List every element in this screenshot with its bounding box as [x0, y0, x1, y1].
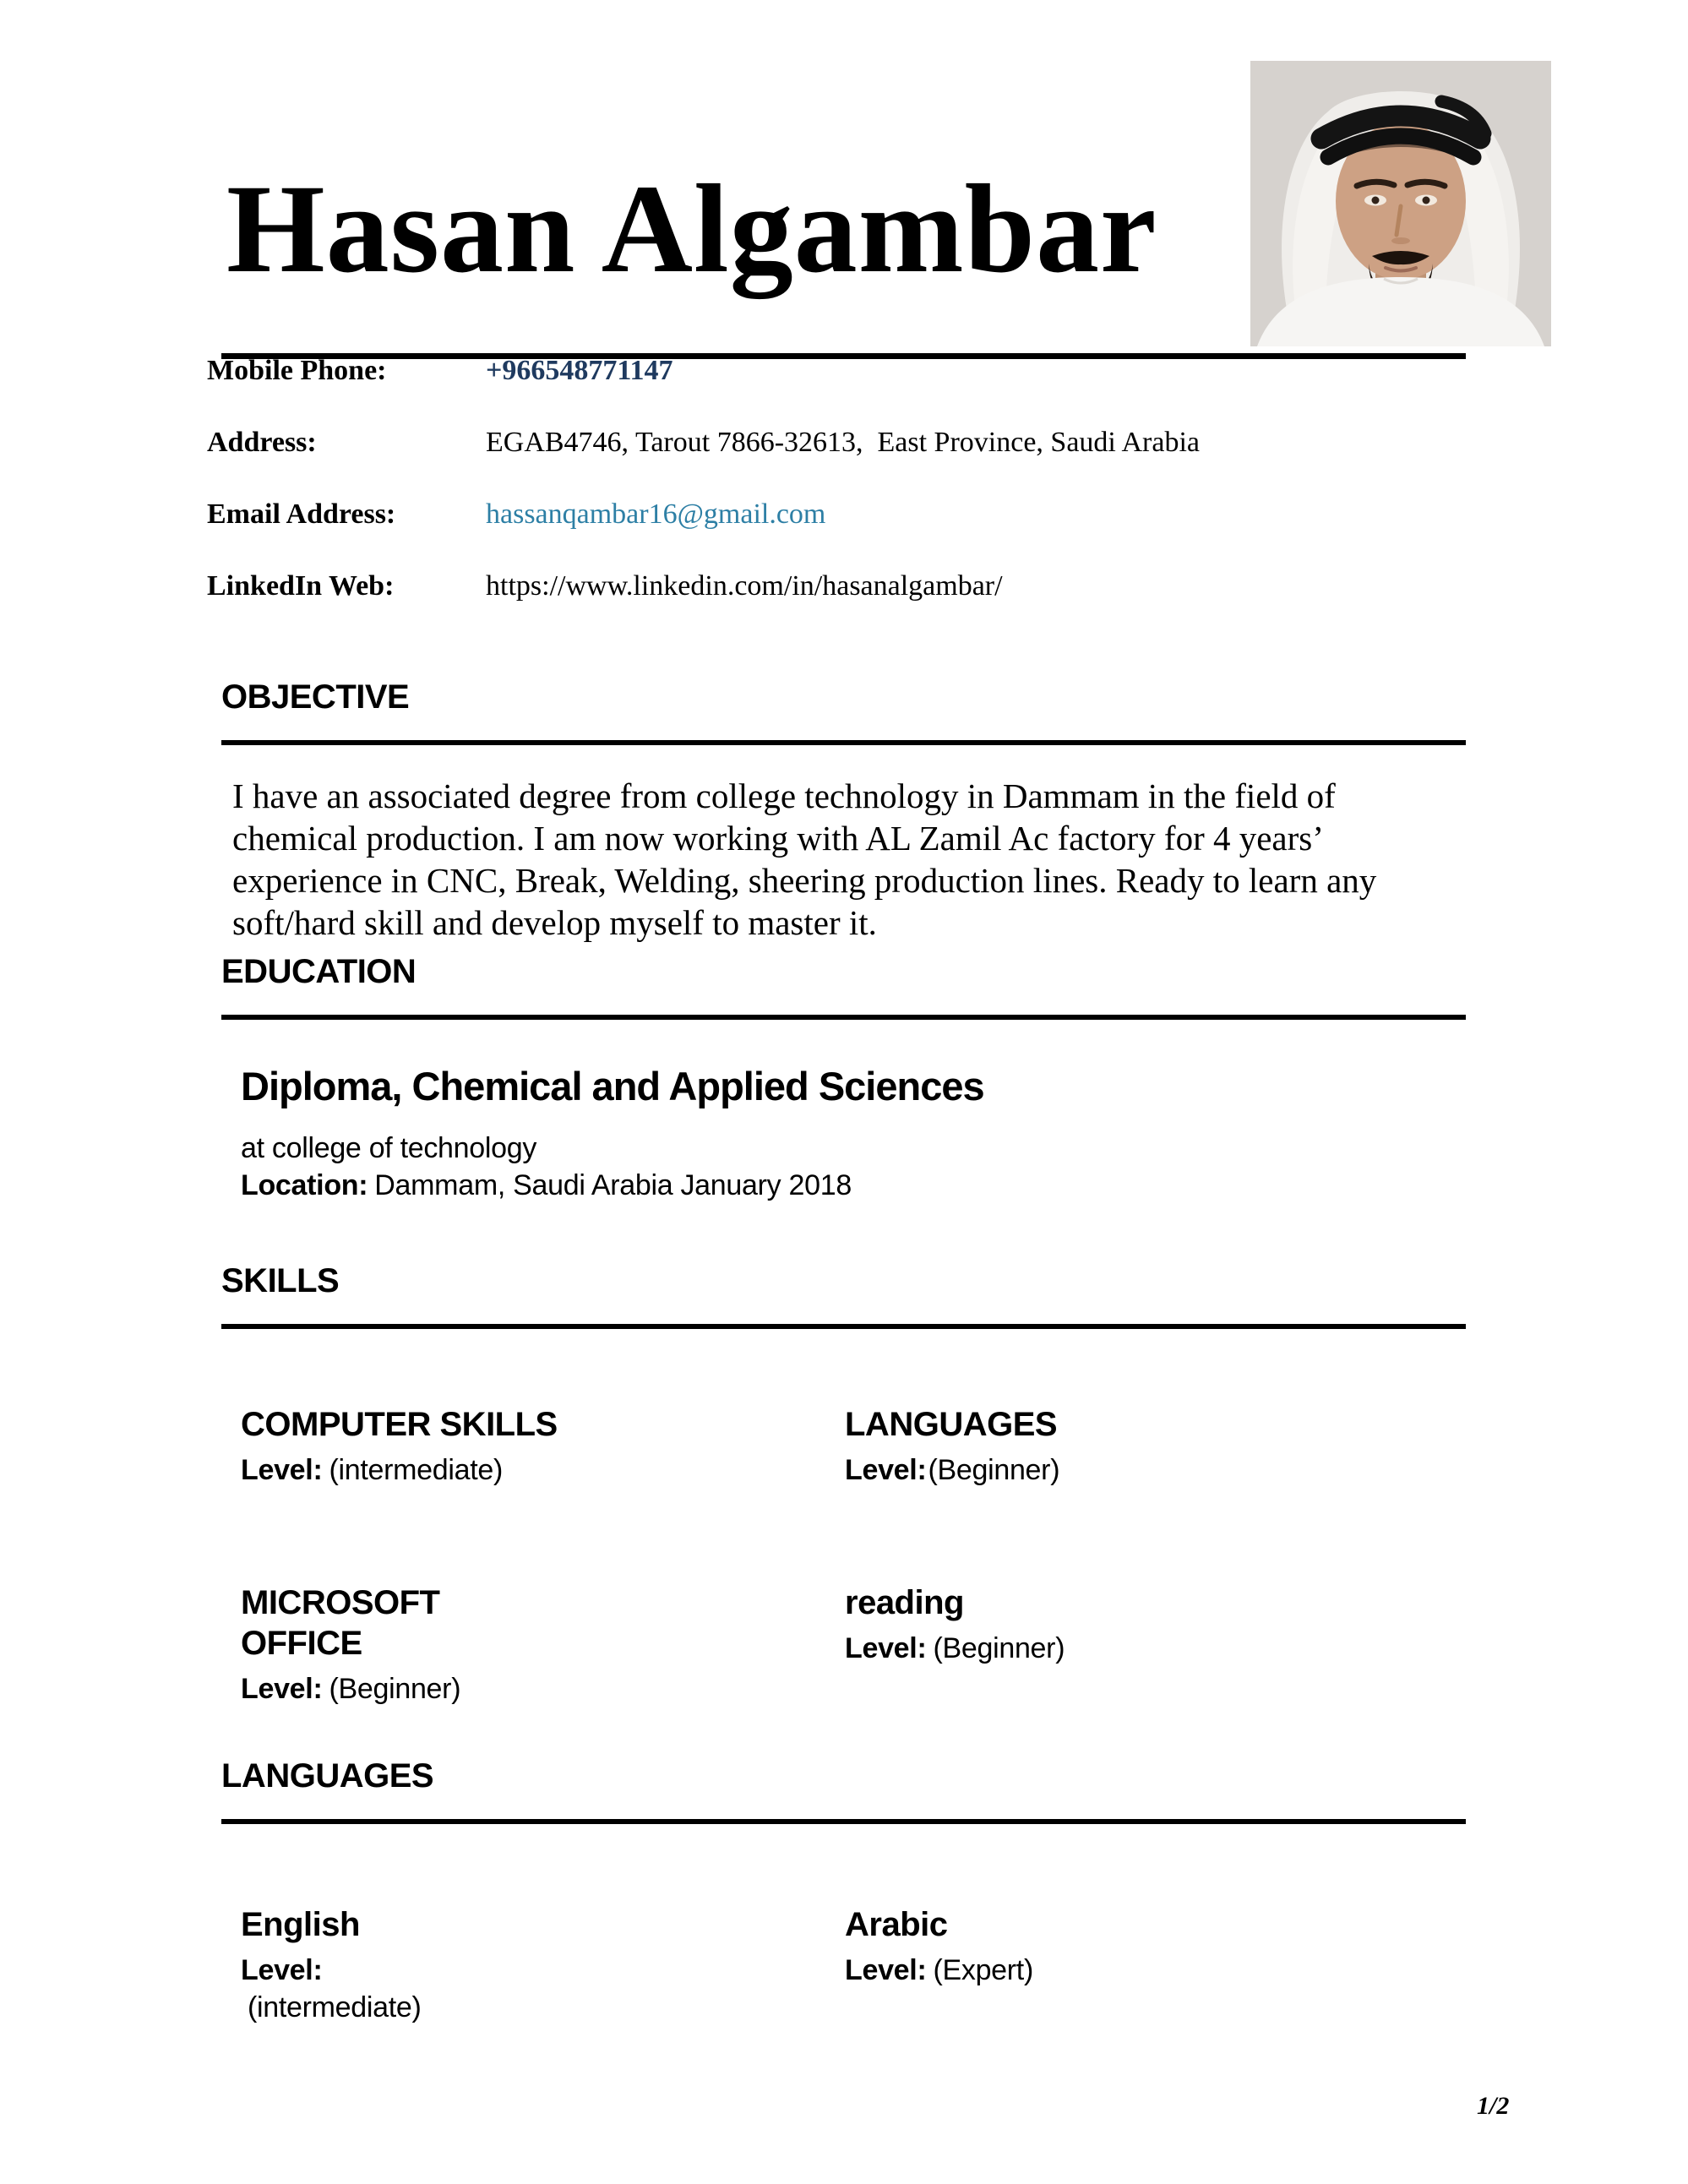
- education-divider: [221, 1015, 1466, 1020]
- language-level-value: (Expert): [933, 1954, 1033, 1986]
- portrait-photo: [1250, 61, 1551, 346]
- contact-label: Address:: [207, 427, 317, 458]
- objective-divider: [221, 740, 1466, 745]
- skill-level-label: Level:: [845, 1454, 927, 1486]
- skill-level-value: (intermediate): [329, 1454, 504, 1486]
- skill-title: LANGUAGES: [845, 1406, 1058, 1443]
- education-details: [241, 1130, 852, 1204]
- degree-title: Diploma, Chemical and Applied Sciences: [241, 1064, 984, 1108]
- skill-level: [241, 1670, 845, 1707]
- contact-value[interactable]: https://www.linkedin.com/in/hasanalgambar/: [486, 570, 1003, 602]
- contact-label: LinkedIn Web:: [207, 570, 395, 602]
- skill-item: [845, 1404, 1466, 1489]
- language-level-label: Level:: [241, 1954, 323, 1986]
- contact-row: [207, 426, 1474, 460]
- location-value: Dammam, Saudi Arabia January 2018: [374, 1169, 852, 1201]
- contact-value: +966548771147: [486, 355, 673, 386]
- skill-title: MICROSOFT OFFICE: [241, 1584, 440, 1662]
- skills-list: [241, 1404, 1466, 1707]
- skill-level-value: (Beginner): [933, 1632, 1065, 1664]
- contact-label: Mobile Phone:: [207, 355, 387, 386]
- skill-title: reading: [845, 1584, 964, 1621]
- contact-label: Email Address:: [207, 498, 396, 530]
- person-name: Hasan Algambar: [226, 159, 1157, 299]
- language-item: [845, 1904, 1466, 2026]
- location-line: [241, 1167, 852, 1204]
- skill-level-value: (Beginner): [329, 1673, 461, 1705]
- contact-value[interactable]: hassanqambar16@gmail.com: [486, 498, 826, 530]
- language-title: English: [241, 1906, 360, 1943]
- objective-heading: OBJECTIVE: [221, 678, 410, 716]
- languages-divider: [221, 1819, 1466, 1824]
- skills-heading: SKILLS: [221, 1262, 340, 1299]
- skill-level: [241, 1451, 845, 1489]
- contact-row: [207, 354, 1474, 388]
- skill-level-label: Level:: [845, 1632, 927, 1664]
- institution-text: at college of technology: [241, 1132, 537, 1164]
- page-number: 1/2: [1477, 2092, 1510, 2120]
- language-level-label: Level:: [845, 1954, 927, 1986]
- skill-item: [845, 1582, 1466, 1707]
- location-label: Location:: [241, 1169, 368, 1201]
- contact-row: [207, 569, 1474, 603]
- skills-divider: [221, 1324, 1466, 1329]
- skill-item: [241, 1582, 845, 1707]
- contact-value: EGAB4746, Tarout 7866-32613, East Province, Saudi Arabia: [486, 427, 1200, 458]
- skill-level: [845, 1451, 1466, 1489]
- language-title: Arabic: [845, 1906, 948, 1943]
- language-item: [241, 1904, 845, 2026]
- skill-level: [845, 1630, 1466, 1667]
- portrait-photo-illustration: [1250, 61, 1551, 346]
- skill-level-label: Level:: [241, 1673, 323, 1705]
- languages-heading: LANGUAGES: [221, 1757, 434, 1795]
- language-level: [241, 1952, 439, 2026]
- skill-level-label: Level:: [241, 1454, 323, 1486]
- skill-title: COMPUTER SKILLS: [241, 1406, 558, 1443]
- language-level: [845, 1952, 1466, 1989]
- education-heading: EDUCATION: [221, 953, 417, 990]
- contact-info: [207, 354, 1474, 641]
- skill-item: [241, 1404, 845, 1489]
- objective-text: I have an associated degree from college technology in Dammam in the field of chemical production. I am now working with AL Zamil Ac factory for 4 years’ experience in CNC, Break, Welding, sheering production lines. Ready to learn any soft/hard skill and develop myself to master it.: [232, 776, 1377, 942]
- language-level-value: (intermediate): [248, 1991, 422, 2023]
- skill-level-value: (Beginner): [928, 1454, 1060, 1486]
- contact-row: [207, 498, 1474, 531]
- languages-list: [241, 1904, 1466, 2026]
